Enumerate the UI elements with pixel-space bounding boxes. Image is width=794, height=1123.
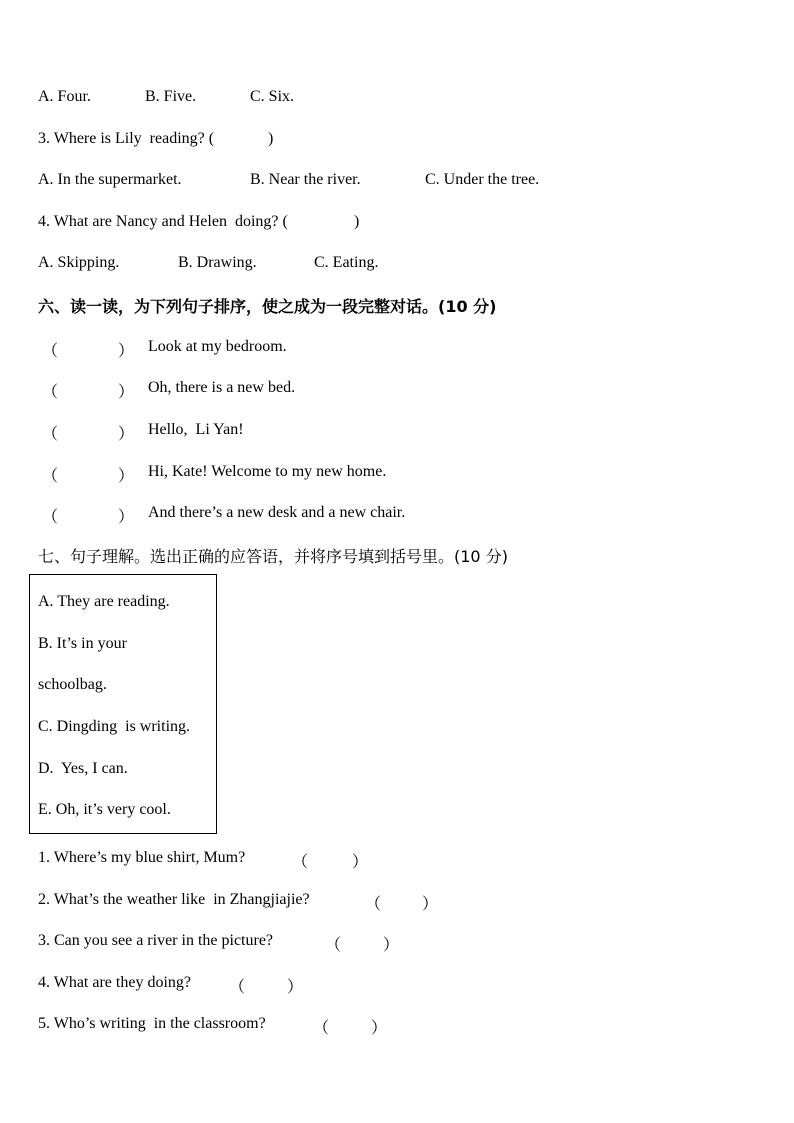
section-7-title: 七、句子理解。选出正确的应答语，并将序号填到括号里。(10 分) (38, 547, 508, 566)
answer-blank-open: （ (313, 1020, 330, 1037)
answer-blank-close: ） (118, 509, 135, 526)
ordering-sentence: Look at my bedroom. (148, 338, 287, 355)
question-4-option-c: C. Eating. (314, 254, 379, 271)
question-3-text: 3. Where is Lily reading? ( (38, 130, 215, 147)
option-a: A. Four. (38, 88, 91, 105)
answer-blank-open: （ (42, 468, 59, 485)
answer-options-box (29, 574, 217, 834)
question-4-text: 4. What are Nancy and Helen doing? ( (38, 213, 288, 230)
answer-blank-close: ） (422, 896, 439, 913)
answer-blank-open: （ (365, 896, 382, 913)
matching-question-text: 4. What are they doing? (38, 974, 191, 991)
answer-blank-close: ） (118, 384, 135, 401)
question-3-option-b: B. Near the river. (250, 171, 361, 188)
answer-blank-open: （ (42, 426, 59, 443)
answer-option-a: A. They are reading. (38, 593, 170, 610)
section-6-title: 六、读一读，为下列句子排序，使之成为一段完整对话。(10 分) (38, 297, 497, 316)
answer-blank-close: ） (371, 1020, 388, 1037)
answer-blank-close: ） (383, 937, 400, 954)
ordering-sentence: Oh, there is a new bed. (148, 379, 296, 396)
question-3-option-a: A. In the supermarket. (38, 171, 182, 188)
answer-option-b-continued: schoolbag. (38, 676, 107, 693)
ordering-sentence: Hi, Kate! Welcome to my new home. (148, 463, 387, 480)
answer-blank-close: ） (352, 854, 369, 871)
question-3-close-paren: ) (268, 130, 274, 147)
matching-question-text: 1. Where’s my blue shirt, Mum? (38, 849, 246, 866)
question-4-option-a: A. Skipping. (38, 254, 120, 271)
question-4-close-paren: ) (354, 213, 360, 230)
answer-blank-open: （ (292, 854, 309, 871)
answer-option-c: C. Dingding is writing. (38, 718, 191, 735)
ordering-sentence: And there’s a new desk and a new chair. (148, 504, 406, 521)
answer-blank-close: ） (118, 468, 135, 485)
matching-question-text: 5. Who’s writing in the classroom? (38, 1015, 266, 1032)
answer-option-b: B. It’s in your (38, 635, 127, 652)
answer-option-d: D. Yes, I can. (38, 760, 128, 777)
option-c: C. Six. (250, 88, 295, 105)
answer-blank-open: （ (229, 979, 246, 996)
matching-question-text: 2. What’s the weather like in Zhangjiajie? (38, 891, 310, 908)
answer-blank-close: ） (118, 426, 135, 443)
question-4-option-b: B. Drawing. (178, 254, 257, 271)
answer-blank-open: （ (42, 343, 59, 360)
answer-blank-open: （ (325, 937, 342, 954)
answer-blank-open: （ (42, 509, 59, 526)
answer-option-e: E. Oh, it’s very cool. (38, 801, 171, 818)
option-b: B. Five. (145, 88, 197, 105)
answer-blank-open: （ (42, 384, 59, 401)
question-3-option-c: C. Under the tree. (425, 171, 540, 188)
ordering-sentence: Hello, Li Yan! (148, 421, 244, 438)
answer-blank-close: ） (118, 343, 135, 360)
matching-question-text: 3. Can you see a river in the picture? (38, 932, 274, 949)
answer-blank-close: ） (287, 979, 304, 996)
